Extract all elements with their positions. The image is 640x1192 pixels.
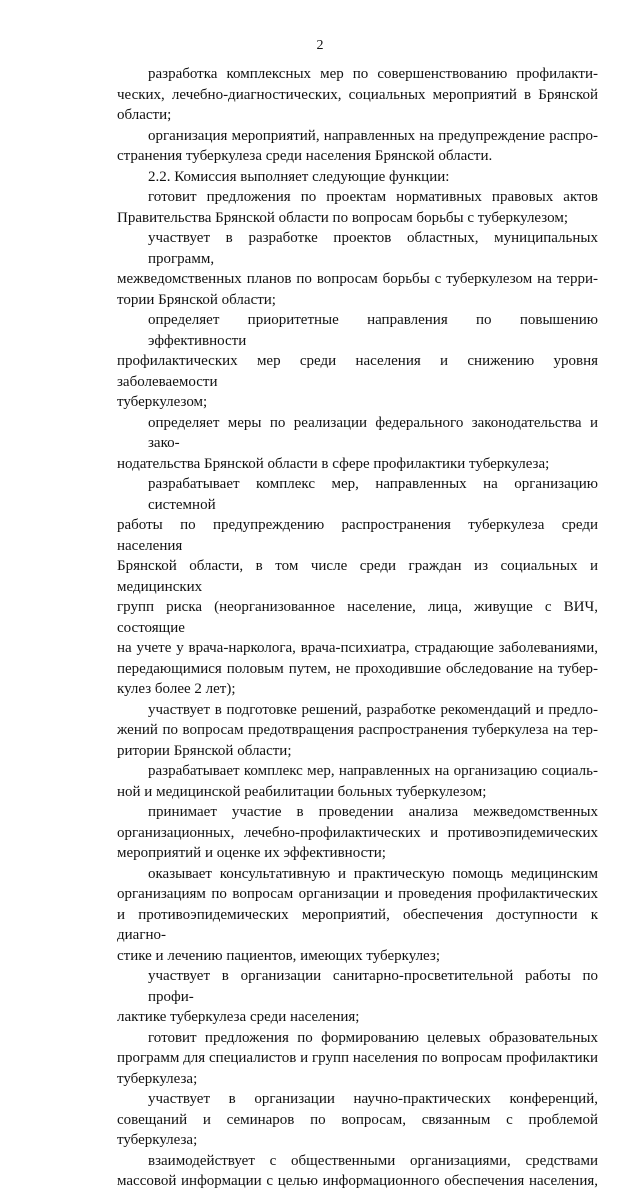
paragraph-line: Брянской области, в том числе среди граждан из социальных и медицинских — [117, 558, 598, 595]
paragraph-line: оказывает консультативную и практическую помощь медицинским — [148, 865, 598, 882]
paragraph — [117, 64, 598, 126]
paragraph — [117, 802, 598, 864]
paragraph-line: участвует в разработке проектов областных, муниципальных программ, — [148, 230, 598, 267]
paragraph-line: участвует в организации научно-практических конференций, — [148, 1091, 598, 1107]
page-number: 2 — [316, 38, 324, 53]
paragraph-line: лактике туберкулеза среди населения; — [117, 1009, 360, 1025]
paragraph — [117, 187, 598, 228]
paragraph-line: групп риска (неорганизованное население, лица, живущие с ВИЧ, состоящие — [117, 599, 598, 636]
paragraph-line: участвует в подготовке решений, разработке рекомендаций и предло- — [148, 701, 598, 718]
paragraph-line: работы по предупреждению распространения туберкулеза среди населения — [117, 517, 598, 554]
paragraph — [117, 126, 598, 167]
paragraph-line: организация мероприятий, направленных на предупреждение распро- — [148, 127, 598, 144]
paragraph — [117, 1151, 598, 1192]
paragraph-line: на учете у врача-нарколога, врача-психиатра, страдающие заболеваниями, — [117, 640, 598, 656]
paragraph-line: стике и лечению пациентов, имеющих туберкулез; — [117, 947, 440, 964]
paragraph-line: определяет меры по реализации федерального законодательства и зако- — [148, 414, 598, 451]
paragraph-line: туберкулеза; — [117, 1070, 198, 1087]
paragraph-line: туберкулезом; — [117, 394, 208, 410]
paragraph — [117, 228, 598, 310]
paragraph-line: программ для специалистов и групп населения по вопросам профилактики — [117, 1050, 598, 1066]
paragraph — [117, 474, 598, 700]
paragraph-line: тории Брянской области; — [117, 291, 276, 308]
paragraph-line: ритории Брянской области; — [117, 742, 292, 759]
paragraph-line: готовит предложения по проектам нормативных правовых актов — [148, 189, 598, 205]
paragraph-line: принимает участие в проведении анализа межведомственных — [148, 804, 598, 820]
paragraph-line: межведомственных планов по вопросам борьбы с туберкулезом на терри- — [117, 271, 598, 287]
paragraph-line: организационных, лечебно-профилактических и противоэпидемических — [117, 824, 598, 841]
paragraph-line: жений по вопросам предотвращения распространения туберкулеза на тер- — [117, 722, 598, 738]
paragraph-line: массовой информации с целью информационного обеспечения населения, — [117, 1173, 598, 1189]
document-body — [117, 64, 598, 1192]
paragraph-line: странения туберкулеза среди населения Брянской области. — [117, 148, 493, 164]
paragraph — [117, 1028, 598, 1090]
paragraph-line: разрабатывает комплекс мер, направленных на организацию системной — [148, 476, 598, 513]
paragraph-line: разработка комплексных мер по совершенствованию профилакти- — [148, 66, 598, 82]
paragraph — [117, 1089, 598, 1151]
paragraph-line: мероприятий и оценке их эффективности; — [117, 845, 386, 861]
paragraph-line: участвует в организации санитарно-просветительной работы по профи- — [148, 968, 598, 1005]
paragraph-line: ческих, лечебно-диагностических, социальных мероприятий в Брянской — [117, 86, 598, 103]
paragraph-line: профилактических мер среди населения и снижению уровня заболеваемости — [117, 353, 598, 390]
paragraph — [117, 167, 598, 188]
paragraph-line: области; — [117, 107, 172, 123]
paragraph-line: 2.2. Комиссия выполняет следующие функции: — [148, 168, 450, 185]
paragraph — [117, 864, 598, 967]
paragraph — [117, 310, 598, 413]
paragraph — [117, 413, 598, 475]
paragraph-line: совещаний и семинаров по вопросам, связанным с проблемой туберкулеза; — [117, 1111, 598, 1148]
paragraph-line: готовит предложения по формированию целевых образовательных — [148, 1029, 598, 1046]
paragraph-line: передающимися половым путем, не проходившие обследование на тубер- — [117, 660, 598, 677]
paragraph-line: нодательства Брянской области в сфере профилактики туберкулеза; — [117, 455, 550, 472]
paragraph-line: Правительства Брянской области по вопросам борьбы с туберкулезом; — [117, 209, 568, 226]
paragraph-line: определяет приоритетные направления по повышению эффективности — [148, 312, 598, 349]
paragraph-line: и противоэпидемических мероприятий, обеспечения доступности к диагно- — [117, 906, 598, 943]
paragraph — [117, 761, 598, 802]
paragraph — [117, 700, 598, 762]
paragraph — [117, 966, 598, 1028]
paragraph-line: кулез более 2 лет); — [117, 681, 236, 697]
paragraph-line: взаимодействует с общественными организациями, средствами — [148, 1152, 598, 1169]
paragraph-line: ной и медицинской реабилитации больных туберкулезом; — [117, 783, 487, 800]
paragraph-line: разрабатывает комплекс мер, направленных на организацию социаль- — [148, 763, 598, 779]
paragraph-line: организациям по вопросам организации и проведения профилактических — [117, 886, 598, 902]
